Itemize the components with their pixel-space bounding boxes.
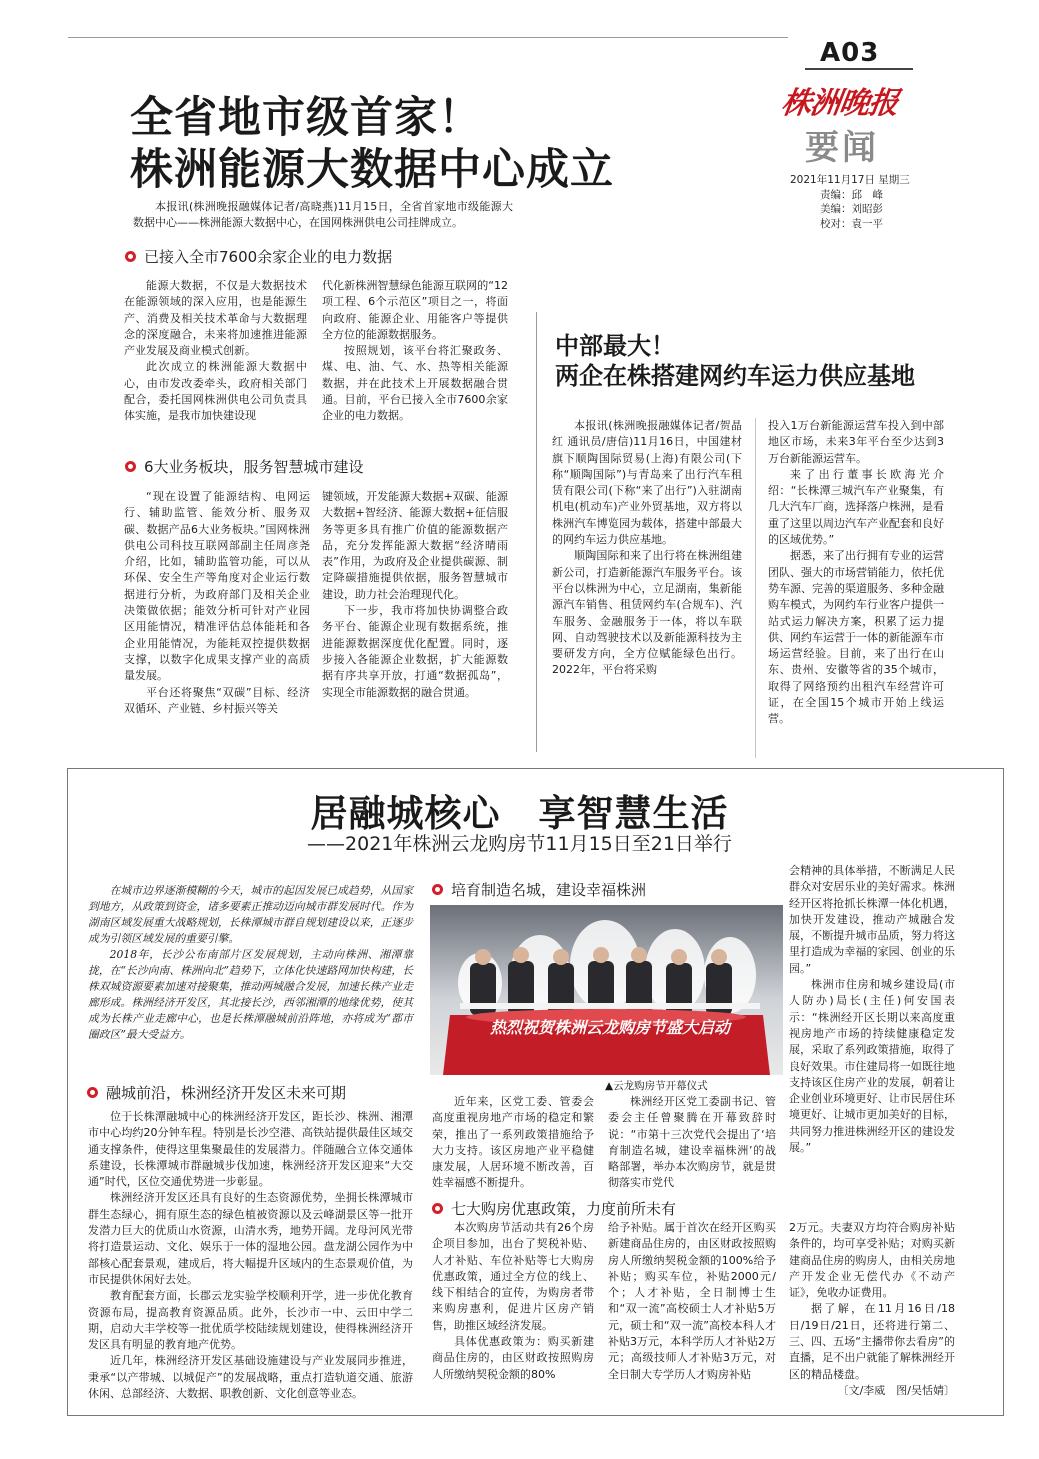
designer-credit: 美编：刘昭彭 bbox=[820, 203, 883, 215]
bullet-ring-icon bbox=[125, 251, 136, 262]
article3-subhead-a bbox=[87, 1082, 346, 1103]
paragraph: 株洲经开区党工委副书记、管委会主任曾聚腾在开幕致辞时说：“市第十三次党代会提出了‘培育制造名城，建设幸福株洲’的战略部署，举办本次购房节，就是贯彻落实市党代 bbox=[608, 1095, 776, 1190]
article1-lead: 本报讯(株洲晚报融媒体记者/高晓燕)11月15日，全省首家地市级能源大数据中心——株洲能源大数据中心，在国网株洲供电公司挂牌成立。 bbox=[133, 200, 513, 229]
paragraph: 顺陶国际和来了出行将在株洲组建新公司，打造新能源汽车服务平台。该平台以株洲为中心，立足湖南，集新能源汽车销售、租赁网约车(合规车)、汽车服务、金融服务于一体，将以车联网、自动驾驶技术以及新能源科技为主要研发方向，全方位赋能绿色出行。2022年，平台将采购 bbox=[552, 549, 742, 677]
article3-section-c-col1 bbox=[432, 1220, 594, 1383]
paragraph: 键领域，开发能源大数据+双碳、能源大数据+智经济、能源大数据+征信服务等更多具有推广价值的能源数据产品，充分发挥能源大数据“经济晴雨表”作用，为政府及企业提供碳源、制定降碳措施提供依据，服务智慧城市建设，助力社会治理现代化。 bbox=[322, 490, 508, 601]
paragraph: 此次成立的株洲能源大数据中心，由市发改委牵头，政府相关部门配合，委托国网株洲供电公司负责具体实施，是我市加快建设现 bbox=[124, 360, 307, 423]
page-number: A03 bbox=[820, 38, 880, 68]
paragraph: 2万元。夫妻双方均符合购房补贴条件的，均可享受补贴；对购买新建商品住房的购房人，由相关房地产开发企业无偿代办《不动产证》，免收办证费用。 bbox=[789, 1221, 955, 1300]
article1-subhead-2 bbox=[125, 456, 364, 477]
article3-section-c-col2 bbox=[608, 1220, 776, 1383]
article1-s1-col2 bbox=[322, 278, 508, 425]
newspaper-logo: 株洲晚报 bbox=[779, 86, 900, 121]
paragraph: 据悉，来了出行拥有专业的运营团队、强大的市场营销能力，依托优势车源、完善的渠道服务、多种金融购车模式，为网约车行业客户提供一站式运力解决方案，积累了运力提供、网约车运营于一体的新能源车市场运营经验。目前，来了出行在山东、贵州、安徽等省的35个城市，取得了网络预约出租汽车经营许可证，在全国15个城市开始上线运营。 bbox=[768, 549, 944, 726]
column-divider bbox=[536, 312, 537, 752]
article3-subtitle: ——2021年株洲云龙购房节11月15日至21日举行 bbox=[307, 833, 732, 855]
bullet-ring-icon bbox=[432, 884, 443, 895]
paragraph: 株洲市住房和城乡建设局(市人防办)局长(主任)何安国表示：“株洲经开区长期以来高度重视房地产市场的持续健康稳定发展，采取了系列政策措施，取得了良好效果。市住建局将一如既往地支持该区住房产业的发展，朝着让企业创业环境更好、让市民居住环境更好、让城市更加美好的目标，共同努力推进株洲经开区的建设发展。” bbox=[789, 978, 955, 1155]
paragraph: 代化新株洲智慧绿色能源互联网的“12项工程、6个示范区”项目之一，将面向政府、能源企业、用能客户等提供全方位的能源数据服务。 bbox=[322, 279, 508, 341]
article3-section-c-col3 bbox=[789, 1220, 955, 1399]
article3-right-col bbox=[789, 863, 955, 1156]
ceremony-photo bbox=[430, 905, 783, 1075]
article1-s1-col1 bbox=[124, 278, 307, 425]
article3-section-a bbox=[88, 1109, 413, 1402]
page-number-rule bbox=[805, 68, 913, 70]
article2-headline-line2: 两企在株搭建网约车运力供应基地 bbox=[555, 362, 915, 390]
photo-caption: ▲云龙购房节开幕仪式 bbox=[605, 1080, 708, 1092]
article3-section-b-col2 bbox=[608, 1094, 776, 1192]
paragraph: 会精神的具体举措，不断满足人民群众对安居乐业的美好需求。株洲经开区将抢抓长株潭一体化机遇，加快开发建设，推动产城融合发展，不断提升城市品质，努力将这里打造成为幸福的家园、创业的乐园。” bbox=[789, 864, 955, 975]
issue-meta bbox=[790, 173, 910, 231]
bullet-ring-icon bbox=[432, 1203, 443, 1214]
editor-credit: 责编：邱 峰 bbox=[820, 188, 883, 201]
article1-headline-line1: 全省地市级首家！ bbox=[130, 93, 482, 143]
subhead-text: 七大购房优惠政策，力度前所未有 bbox=[451, 1200, 677, 1218]
article3-intro bbox=[88, 883, 413, 1043]
article2-headline-line1: 中部最大！ bbox=[555, 332, 675, 360]
top-rule bbox=[68, 37, 788, 38]
article1-headline-line2: 株洲能源大数据中心成立 bbox=[130, 145, 614, 195]
paragraph: 来了出行董事长欧海光介绍：“长株潭三城汽车产业聚集，有几大汽车厂商，选择落户株洲，是看重了这里以周边汽车产业配套和良好的区域优势。” bbox=[768, 467, 944, 547]
article2-headline bbox=[555, 331, 915, 391]
column-divider bbox=[755, 418, 756, 758]
ceremony-photo-illustration bbox=[430, 905, 783, 1075]
proof-credit: 校对：袁一平 bbox=[820, 217, 883, 230]
paragraph: 平台还将聚焦“双碳”目标、经济双循环、产业链、乡村振兴等关 bbox=[124, 685, 310, 715]
paragraph: 株洲经济开发区还具有良好的生态资源优势，坐拥长株潭城市群生态绿心，拥有原生态的绿色植被资源以及云峰湖景区等一批开发潜力巨大的优质山水资源，山清水秀，地势开阔。龙母河风光带将打造景运动、文化、娱乐于一体的湿地公园。盘龙湖公园作为中部核心配套景观，建成后，将大幅提升区域内的生态景观价值，为市民提供休闲好去处。 bbox=[88, 1191, 413, 1286]
article2-col2 bbox=[768, 418, 944, 728]
subhead-text: 6大业务板块，服务智慧城市建设 bbox=[144, 458, 364, 476]
paragraph: 本次购房节活动共有26个房企项目参加，出台了契税补贴、人才补贴、车位补贴等七大购房优惠政策，通过全方位的线上、线下相结合的宣传，为购房者带来购房惠利，促进片区房产销售，助推区域经济发展。 bbox=[432, 1221, 594, 1332]
article1-s2-col2 bbox=[322, 489, 508, 701]
paragraph: 在城市边界逐渐模糊的今天，城市的起因发展已成趋势，从国家到地方，从政策到资金，诸多要素正推动迈向城市群发展时代。作为湖南区域发展重大战略规划，长株潭城市群自规划建设以来，正逐步成为引领区域发展的重要引擎。 bbox=[88, 884, 413, 945]
subhead-text: 培育制造名城，建设幸福株洲 bbox=[451, 881, 647, 899]
paragraph: 下一步，我市将加快协调整合政务平台、能源企业现有数据系统，推进能源数据深度优化配置。同时，逐步接入各能源企业数据，扩大能源数据有序共享开放，打通“数据孤岛”，实现全市能源数据的融合贯通。 bbox=[322, 604, 508, 699]
bullet-ring-icon bbox=[125, 461, 136, 472]
byline: 〔文/李威 图/吴恬婧〕 bbox=[837, 1383, 955, 1397]
paragraph: 给予补贴。属于首次在经开区购买新建商品住房的，由区财政按照购房人所缴纳契税金额的100%给予补贴；购买车位，补贴2000元/个；人才补贴，全日制博士生和“双一流”高校硕士人才补贴5万元，硕士和“双一流”高校本科人才补贴3万元，本科学历人才补贴2万元；高级技师人才补贴3万元，对全日制大专学历人才购房补贴 bbox=[608, 1221, 776, 1381]
subhead-text: 已接入全市7600余家企业的电力数据 bbox=[144, 248, 393, 266]
article3-subhead-b bbox=[432, 879, 646, 900]
article1-subhead-1 bbox=[125, 246, 392, 267]
paragraph: 位于长株潭融城中心的株洲经济开发区，距长沙、株洲、湘潭市中心均约20分钟车程。特别是长沙空港、高铁站提供最佳区域交通支撑条件，使得这里集聚最佳的发展潜力。伴随融合立体交通体系建设，长株潭城市群融城步伐加速，株洲经济开发区迎来“大交通”时代，区位交通优势进一步彰显。 bbox=[88, 1110, 413, 1189]
bullet-ring-icon bbox=[87, 1087, 98, 1098]
paragraph: 教育配套方面，长郡云龙实验学校顺利开学，进一步优化教育资源布局，提高教育资源品质。此外，长沙市一中、云田中学二期，启动大丰学校等一批优质学校陆续规划建设，使得株洲经济开发区具有明显的教育地产优势。 bbox=[88, 1289, 413, 1352]
subhead-text: 融城前沿，株洲经济开发区未来可期 bbox=[106, 1084, 347, 1102]
paragraph: 近年来，区党工委、管委会高度重视房地产市场的稳定和繁荣，推出了一系列政策措施给予大力支持。该区房地产业平稳健康发展，人居环境不断改善，百姓幸福感不断提升。 bbox=[432, 1095, 594, 1190]
article1-s2-col1 bbox=[124, 489, 310, 717]
article3-subhead-c bbox=[432, 1198, 676, 1219]
paragraph: 具体优惠政策为：购买新建商品住房的，由区财政按照购房人所缴纳契税金额的80% bbox=[432, 1335, 594, 1381]
paragraph: 能源大数据，不仅是大数据技术在能源领域的深入应用，也是能源生产、消费及相关技术革命与大数据理念的深度融合，未来将加速推进能源产业发展及商业模式创新。 bbox=[124, 279, 307, 358]
article3-headline: 居融城核心 享智慧生活 bbox=[310, 792, 729, 835]
issue-date: 2021年11月17日 星期三 bbox=[790, 174, 910, 186]
paragraph: 投入1万台新能源运营车投入到中部地区市场，未来3年平台至少达到3万台新能源运营车。 bbox=[768, 419, 944, 465]
paragraph: 2018年，长沙公布南部片区发展规划，主动向株洲、湘潭靠拢，在“长沙向南、株洲向北”趋势下，立体化快速路网加快构建，长株双城资源要素加速对接聚集，推动两城融合发展，加速长株产业走廊形成。株洲经济开发区，其北接长沙，西邻湘潭的地缘优势，使其成为长株产业走廊中心，也是长株潭融城前沿阵地，亦将成为“都市圈政区”最大受益方。 bbox=[88, 948, 413, 1041]
article2-col1 bbox=[552, 418, 742, 679]
paragraph: 按照规划，该平台将汇聚政务、煤、电、油、气、水、热等相关能源数据，并在此技术上开展数据融合贯通。目前，平台已接入全市7600余家企业的电力数据。 bbox=[322, 344, 508, 423]
paragraph: 据了解，在11月16日/18日/19日/21日，还将进行第二、三、四、五场“主播带你去看房”的直播，足不出户就能了解株洲经开区的精品楼盘。 bbox=[789, 1302, 955, 1381]
section-title: 要闻 bbox=[805, 128, 879, 168]
paragraph: 本报讯(株洲晚报融媒体记者/贺晶红 通讯员/唐信)11月16日，中国建材旗下顺陶国际贸易(上海)有限公司(下称“顺陶国际”)与青岛来了出行汽车租赁有限公司(下称“来了出行”)入驻湖南机电(机动车)产业外贸基地，双方将以株洲汽车博览园为载体，搭建中部最大的网约车运力供应基地。 bbox=[552, 419, 742, 547]
banner-text: 热烈祝贺株洲云龙购房节盛大启动 bbox=[489, 1018, 730, 1037]
paragraph: 近几年，株洲经济开发区基础设施建设与产业发展同步推进，秉承“以产带城、以城促产”的发展战略，重点打造轨道交通、旅游休闲、总部经济、大数据、职教创新、文化创意等业态。 bbox=[88, 1354, 413, 1401]
article1-headline bbox=[130, 92, 614, 196]
paragraph: “现在设置了能源结构、电网运行、辅助监管、能效分析、服务双碳、数据产品6大业务板块。”国网株洲供电公司科技互联网部副主任周彦尧介绍，比如，辅助监管功能，可以从环保、安全生产等角度对企业运行数据进行分析，为政府部门及相关企业决策做依据；能效分析可针对产业园区用能情况，精准评估总体能耗和各企业用能情况，为能耗双控提供数据支撑，以数字化成果支撑产业的高质量发展。 bbox=[124, 490, 310, 683]
article3-section-b-col1 bbox=[432, 1094, 594, 1192]
